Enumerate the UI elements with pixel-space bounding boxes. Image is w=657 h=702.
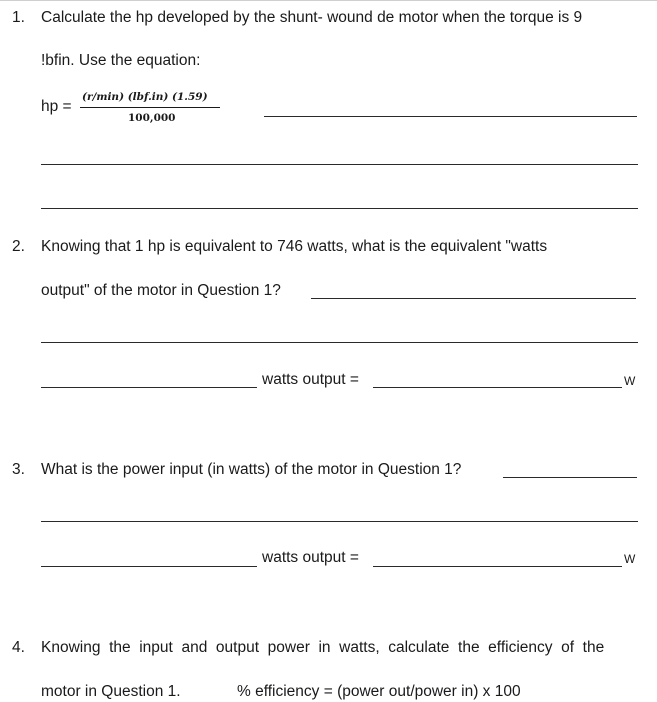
- unit-label: W: [624, 552, 636, 566]
- watts-output-label: watts output =: [262, 549, 359, 566]
- answer-line[interactable]: [264, 116, 637, 117]
- question-1-text-line2: !bfin. Use the equation:: [41, 52, 201, 69]
- answer-line[interactable]: [41, 164, 638, 165]
- answer-line[interactable]: [41, 521, 638, 522]
- formula-denominator: 100,000: [128, 112, 176, 124]
- question-1-text-line1: Calculate the hp developed by the shunt- wound de motor when the torque is 9: [41, 9, 583, 26]
- answer-line[interactable]: [41, 387, 257, 388]
- question-3-text-line1: What is the power input (in watts) of the motor in Question 1?: [41, 461, 462, 478]
- question-1-number: 1.: [12, 9, 25, 26]
- formula-numerator: (r/min) (lbf.in) (1.59): [82, 91, 208, 103]
- watts-output-label: watts output =: [262, 371, 359, 388]
- question-2-number: 2.: [12, 238, 25, 255]
- question-4-text-line1: Knowing the input and output power in watts, calculate the efficiency of the: [41, 639, 605, 656]
- watts-output-field[interactable]: [373, 387, 622, 388]
- question-3-number: 3.: [12, 461, 25, 478]
- formula-lhs: hp =: [41, 98, 72, 115]
- page-top-border: [0, 0, 657, 1]
- question-4-text-line2: motor in Question 1.: [41, 683, 181, 700]
- efficiency-formula: % efficiency = (power out/power in) x 100: [237, 683, 521, 700]
- formula-fraction-bar: [80, 107, 220, 108]
- question-2-text-line2: output" of the motor in Question 1?: [41, 282, 281, 299]
- answer-line[interactable]: [41, 566, 257, 567]
- answer-line[interactable]: [41, 208, 638, 209]
- question-4-number: 4.: [12, 639, 25, 656]
- watts-output-field[interactable]: [373, 566, 622, 567]
- answer-line[interactable]: [41, 342, 638, 343]
- unit-label: W: [624, 374, 636, 388]
- question-2-text-line1: Knowing that 1 hp is equivalent to 746 watts, what is the equivalent "watts: [41, 238, 548, 255]
- answer-line[interactable]: [311, 298, 636, 299]
- answer-line[interactable]: [503, 477, 637, 478]
